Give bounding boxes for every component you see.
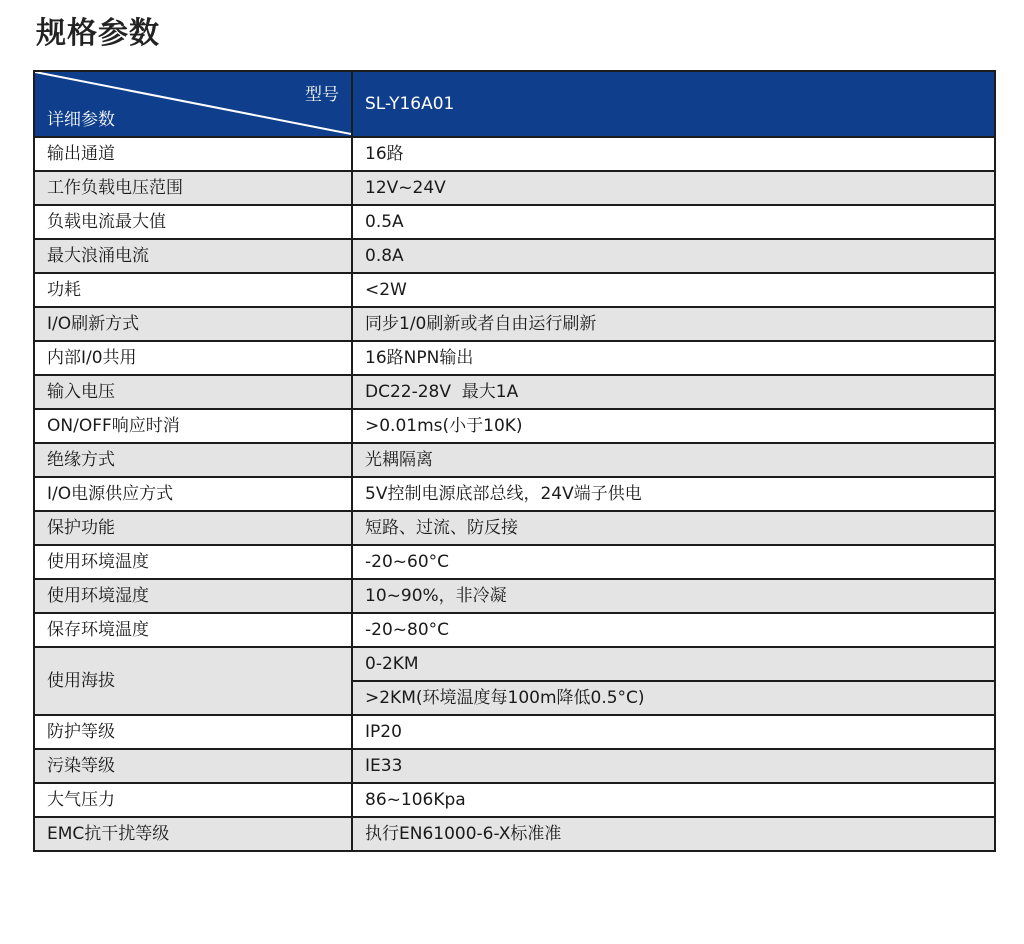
- row-value: 10~90%，非冷凝: [352, 579, 995, 613]
- row-label: 绝缘方式: [34, 443, 352, 477]
- table-row: [34, 511, 995, 545]
- row-label: 负载电流最大值: [34, 205, 352, 239]
- table-row: [34, 579, 995, 613]
- header-corner-cell: [34, 71, 352, 137]
- row-value: 16路: [352, 137, 995, 171]
- table-row: [34, 375, 995, 409]
- table-row: [34, 171, 995, 205]
- row-label: 污染等级: [34, 749, 352, 783]
- table-row: [34, 647, 995, 681]
- table-row: [34, 239, 995, 273]
- header-param-label: 详细参数: [47, 110, 115, 130]
- row-label: EMC抗干扰等级: [34, 817, 352, 851]
- table-row: [34, 613, 995, 647]
- table-row: [34, 443, 995, 477]
- table-row: [34, 545, 995, 579]
- row-value: 0.8A: [352, 239, 995, 273]
- row-label: 输出通道: [34, 137, 352, 171]
- row-value: >0.01ms(小于10K): [352, 409, 995, 443]
- row-value: 16路NPN输出: [352, 341, 995, 375]
- row-value: >2KM(环境温度每100m降低0.5°C): [352, 681, 995, 715]
- table-row: [34, 307, 995, 341]
- row-value: -20~80°C: [352, 613, 995, 647]
- header-model-value: SL-Y16A01: [352, 71, 995, 137]
- table-row: [34, 715, 995, 749]
- table-row: [34, 409, 995, 443]
- row-value: 0.5A: [352, 205, 995, 239]
- row-label: 输入电压: [34, 375, 352, 409]
- row-label: I/O刷新方式: [34, 307, 352, 341]
- row-label: 工作负载电压范围: [34, 171, 352, 205]
- row-value: -20~60°C: [352, 545, 995, 579]
- row-value: 12V~24V: [352, 171, 995, 205]
- row-label: 保护功能: [34, 511, 352, 545]
- row-label: 使用环境温度: [34, 545, 352, 579]
- row-label: 防护等级: [34, 715, 352, 749]
- row-value: 0-2KM: [352, 647, 995, 681]
- row-value: 86~106Kpa: [352, 783, 995, 817]
- table-row: [34, 137, 995, 171]
- table-row: [34, 205, 995, 239]
- row-value: 同步1/0刷新或者自由运行刷新: [352, 307, 995, 341]
- table-header-row: [34, 71, 995, 137]
- table-row: [34, 477, 995, 511]
- row-value: IE33: [352, 749, 995, 783]
- row-value: IP20: [352, 715, 995, 749]
- row-label: I/O电源供应方式: [34, 477, 352, 511]
- row-label: 大气压力: [34, 783, 352, 817]
- row-label: ON/OFF响应时消: [34, 409, 352, 443]
- row-value: <2W: [352, 273, 995, 307]
- row-label: 功耗: [34, 273, 352, 307]
- page-title: 规格参数: [36, 16, 160, 51]
- table-row: [34, 783, 995, 817]
- spec-table: [33, 70, 996, 852]
- table-row: [34, 749, 995, 783]
- row-label: 最大浪涌电流: [34, 239, 352, 273]
- row-value: 光耦隔离: [352, 443, 995, 477]
- table-row: [34, 341, 995, 375]
- row-value: 执行EN61000-6-X标准准: [352, 817, 995, 851]
- row-label: 内部I/0共用: [34, 341, 352, 375]
- row-label: 使用环境湿度: [34, 579, 352, 613]
- header-model-label: 型号: [305, 85, 339, 105]
- table-row: [34, 273, 995, 307]
- row-value: DC22-28V 最大1A: [352, 375, 995, 409]
- row-value: 短路、过流、防反接: [352, 511, 995, 545]
- row-value: 5V控制电源底部总线，24V端子供电: [352, 477, 995, 511]
- row-label: 使用海拔: [34, 647, 352, 715]
- table-row: [34, 817, 995, 851]
- row-label: 保存环境温度: [34, 613, 352, 647]
